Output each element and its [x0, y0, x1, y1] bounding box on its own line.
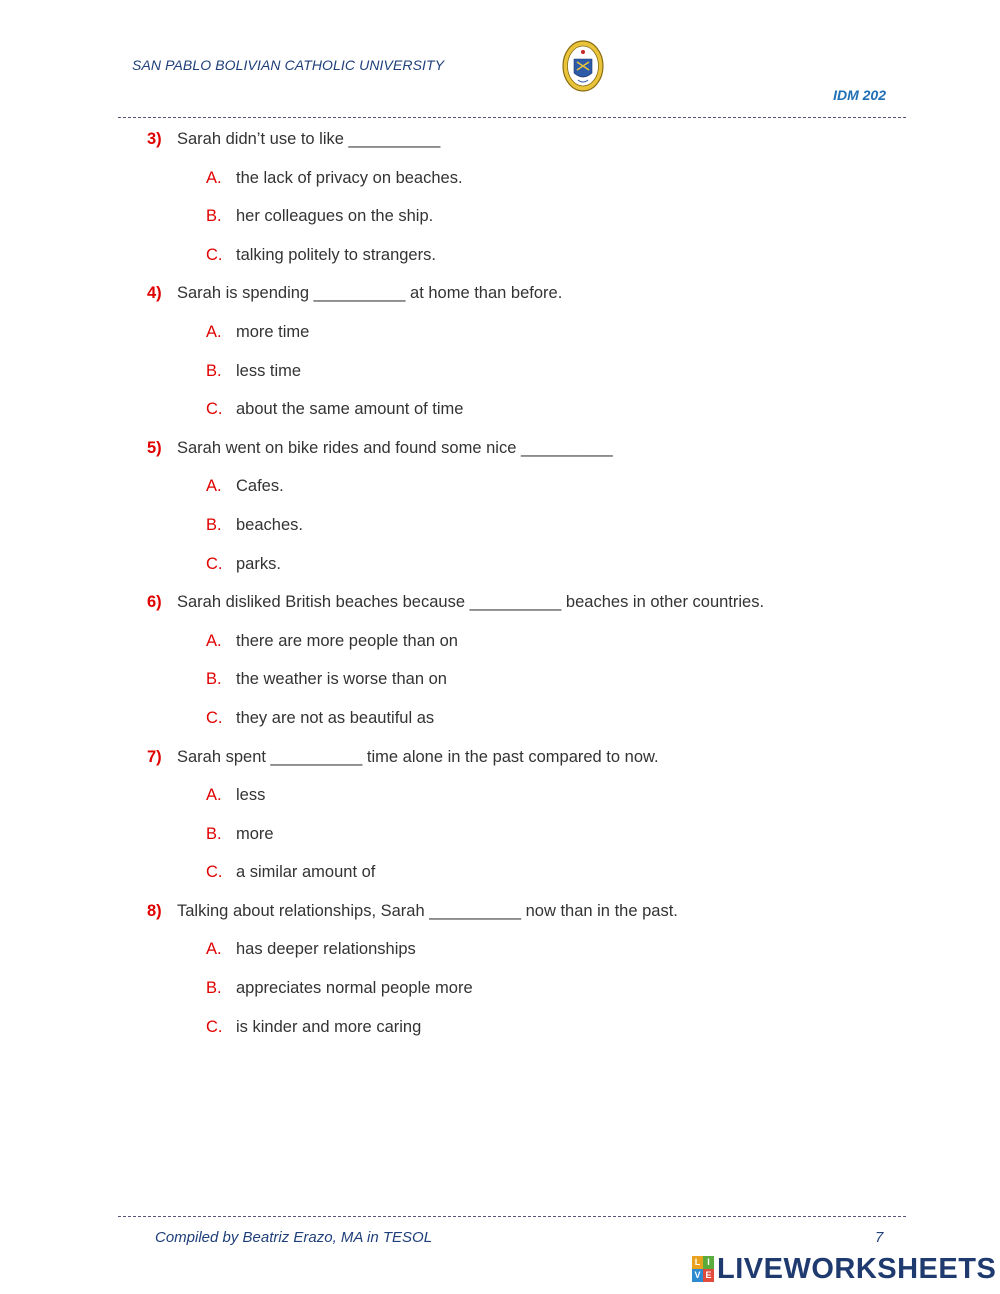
- option-text: less time: [236, 361, 302, 380]
- option-text: about the same amount of time: [236, 400, 464, 419]
- option-4a[interactable]: [0, 319, 1000, 358]
- option-letter: C.: [206, 708, 223, 727]
- question-5: [0, 435, 1000, 474]
- option-letter: B.: [206, 670, 222, 689]
- course-code: IDM 202: [833, 87, 886, 103]
- option-8a[interactable]: [0, 936, 1000, 975]
- question-number: 6): [147, 593, 162, 612]
- question-text: Talking about relationships, Sarah __________ now than in the past.: [177, 901, 678, 920]
- option-7b[interactable]: [0, 821, 1000, 860]
- option-6b[interactable]: [0, 666, 1000, 705]
- option-letter: A.: [206, 322, 222, 341]
- question-text: Sarah spent __________ time alone in the past compared to now.: [177, 747, 659, 766]
- question-4: [0, 280, 1000, 319]
- option-3a[interactable]: [0, 165, 1000, 204]
- question-8: [0, 898, 1000, 937]
- option-8c[interactable]: [0, 1014, 1000, 1053]
- question-number: 5): [147, 438, 162, 457]
- option-letter: B.: [206, 515, 222, 534]
- option-text: talking politely to strangers.: [236, 245, 436, 264]
- option-text: parks.: [236, 554, 281, 573]
- option-letter: B.: [206, 207, 222, 226]
- option-letter: A.: [206, 786, 222, 805]
- option-6c[interactable]: [0, 705, 1000, 744]
- question-text: Sarah is spending __________ at home than before.: [177, 284, 563, 303]
- option-letter: C.: [206, 1017, 223, 1036]
- option-5c[interactable]: [0, 551, 1000, 590]
- option-text: her colleagues on the ship.: [236, 207, 434, 226]
- option-6a[interactable]: [0, 628, 1000, 667]
- question-7: [0, 744, 1000, 783]
- option-letter: A.: [206, 631, 222, 650]
- option-text: less: [236, 786, 266, 805]
- option-7a[interactable]: [0, 782, 1000, 821]
- icon-tile: V: [692, 1269, 703, 1282]
- icon-tile: L: [692, 1256, 703, 1269]
- option-text: has deeper relationships: [236, 940, 416, 959]
- option-text: beaches.: [236, 515, 303, 534]
- option-5a[interactable]: [0, 473, 1000, 512]
- option-7c[interactable]: [0, 859, 1000, 898]
- option-letter: A.: [206, 940, 222, 959]
- question-number: 4): [147, 284, 162, 303]
- option-4b[interactable]: [0, 358, 1000, 397]
- option-text: appreciates normal people more: [236, 979, 473, 998]
- option-text: the weather is worse than on: [236, 670, 447, 689]
- option-letter: C.: [206, 554, 223, 573]
- liveworksheets-icon: [692, 1256, 714, 1282]
- option-text: is kinder and more caring: [236, 1017, 422, 1036]
- question-list: [0, 126, 1000, 1052]
- university-name: SAN PABLO BOLIVIAN CATHOLIC UNIVERSITY: [132, 57, 445, 73]
- option-text: they are not as beautiful as: [236, 708, 435, 727]
- option-4c[interactable]: [0, 396, 1000, 435]
- option-3b[interactable]: [0, 203, 1000, 242]
- liveworksheets-logo[interactable]: [692, 1252, 996, 1286]
- option-5b[interactable]: [0, 512, 1000, 551]
- option-3c[interactable]: [0, 242, 1000, 281]
- option-letter: A.: [206, 477, 222, 496]
- brand-name: LIVEWORKSHEETS: [717, 1252, 997, 1285]
- option-letter: C.: [206, 863, 223, 882]
- option-letter: B.: [206, 824, 222, 843]
- option-text: the lack of privacy on beaches.: [236, 168, 463, 187]
- option-letter: C.: [206, 245, 223, 264]
- question-3: [0, 126, 1000, 165]
- question-number: 7): [147, 747, 162, 766]
- option-letter: B.: [206, 361, 222, 380]
- question-number: 8): [147, 901, 162, 920]
- icon-tile: E: [703, 1269, 714, 1282]
- icon-tile: I: [703, 1256, 714, 1269]
- option-letter: B.: [206, 979, 222, 998]
- option-letter: C.: [206, 400, 223, 419]
- option-text: a similar amount of: [236, 863, 376, 882]
- header-divider: [118, 117, 906, 118]
- page-number: 7: [875, 1229, 884, 1246]
- question-text: Sarah didn’t use to like __________: [177, 130, 441, 148]
- footer-divider: [118, 1216, 906, 1217]
- question-number: 3): [147, 130, 162, 148]
- university-seal-icon: [562, 39, 604, 93]
- option-text: more: [236, 824, 274, 843]
- compiled-by: Compiled by Beatriz Erazo, MA in TESOL: [155, 1229, 433, 1246]
- option-letter: A.: [206, 168, 222, 187]
- option-text: more time: [236, 322, 310, 341]
- option-8b[interactable]: [0, 975, 1000, 1014]
- question-6: [0, 589, 1000, 628]
- option-text: there are more people than on: [236, 631, 458, 650]
- question-text: Sarah disliked British beaches because __________ beaches in other countries.: [177, 593, 765, 612]
- option-text: Cafes.: [236, 477, 284, 496]
- question-text: Sarah went on bike rides and found some nice __________: [177, 438, 613, 457]
